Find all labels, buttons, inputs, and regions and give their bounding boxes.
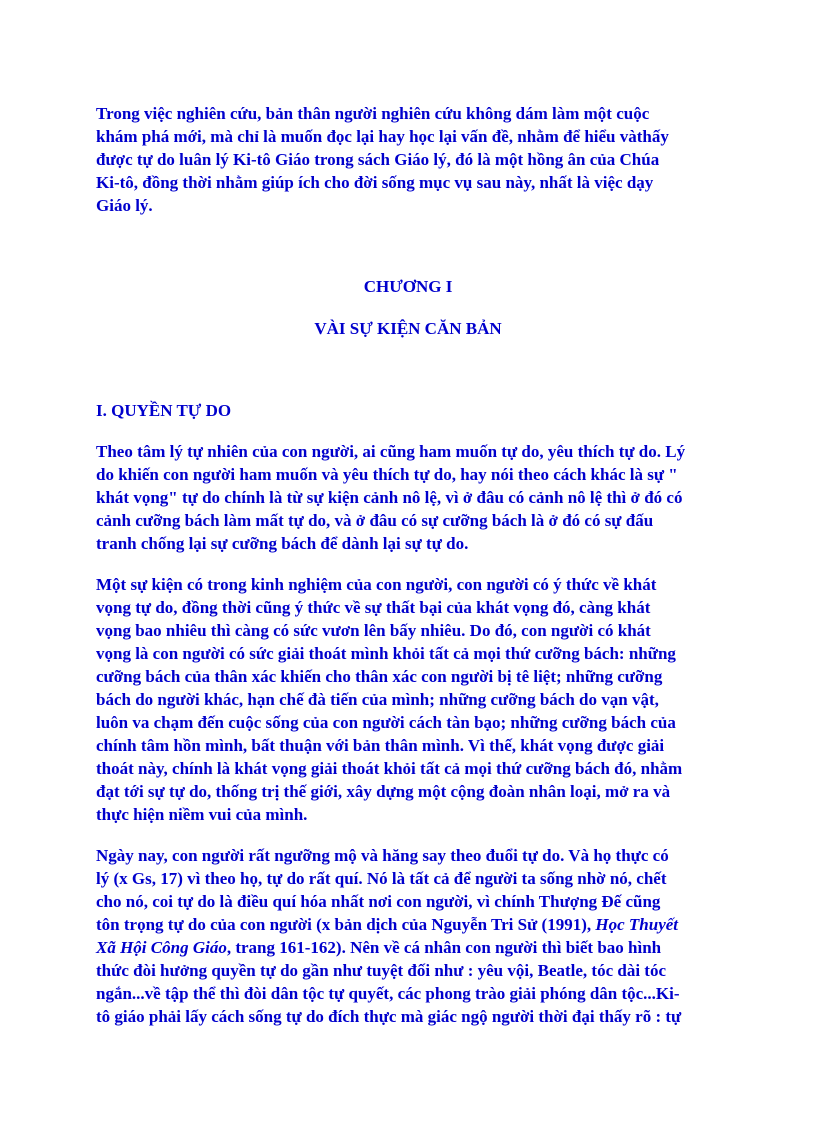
text-line: Theo tâm lý tự nhiên của con người, ai cũng ham muốn tự do, yêu thích tự do. Lý xyxy=(96,442,686,461)
text-line: tô giáo phải lấy cách sống tự do đích thực mà giác ngộ người thời đại thấy rõ : tự xyxy=(96,1007,682,1026)
text-line: Trong việc nghiên cứu, bản thân người nghiên cứu không dám làm một cuộc xyxy=(96,104,650,123)
paragraph-2 xyxy=(96,573,721,826)
text-line: thực hiện niềm vui của mình. xyxy=(96,805,308,824)
text-line: Ngày nay, con người rất ngưỡng mộ và hăng say theo đuổi tự do. Và họ thực có xyxy=(96,846,669,865)
text-line: được tự do luân lý Ki-tô Giáo trong sách Giáo lý, đó là một hồng ân của Chúa xyxy=(96,150,660,169)
paragraph-1 xyxy=(96,440,721,555)
text-line: bách do người khác, hạn chế đà tiến của mình; những cưỡng bách do vạn vật, xyxy=(96,690,659,709)
text-line: chính tâm hồn mình, bất thuận với bản thân mình. Vì thế, khát vọng được giải xyxy=(96,736,665,755)
text-line: vọng bao nhiêu thì càng có sức vươn lên bấy nhiêu. Do đó, con người có khát xyxy=(96,621,651,640)
chapter-title: CHƯƠNG I xyxy=(363,277,453,296)
text-line xyxy=(96,936,721,959)
paragraph-3 xyxy=(96,844,721,1028)
book-title-italic: Học Thuyết xyxy=(595,915,679,934)
book-title-italic: Xã Hội Công Giáo xyxy=(96,938,227,957)
text-line: thức đòi hưởng quyền tự do gần như tuyệt đối như : yêu vội, Beatle, tóc dài tóc xyxy=(96,961,667,980)
text-line: lý (x Gs, 17) vì theo họ, tự do rất quí. Nó là tất cả để người ta sống nhờ nó, chết xyxy=(96,869,667,888)
text-line: do khiến con người ham muốn và yêu thích tự do, hay nói theo cách khác là sự " xyxy=(96,465,678,484)
text-line: tranh chống lại sự cưỡng bách để dành lại sự tự do. xyxy=(96,534,469,553)
text-line: Giáo lý. xyxy=(96,196,153,215)
text-line: vọng là con người có sức giải thoát mình khỏi tất cả mọi thứ cưỡng bách: những xyxy=(96,644,676,663)
text-line xyxy=(96,913,721,936)
section-heading: I. QUYỀN TỰ DO xyxy=(96,401,232,420)
text-line: khám phá mới, mà chỉ là muốn đọc lại hay học lại vấn đề, nhằm để hiểu vàthấy xyxy=(96,127,669,146)
text-line: cho nó, coi tự do là điều quí hóa nhất nơi con người, vì chính Thượng Đế cũng xyxy=(96,892,661,911)
text-line: luôn va chạm đến cuộc sống của con người cách tàn bạo; những cưỡng bách của xyxy=(96,713,676,732)
text-span: , trang 161-162). Nên về cá nhân con người thì biết bao hình xyxy=(226,938,662,957)
text-line: đạt tới sự tự do, thống trị thế giới, xây dựng một cộng đoàn nhân loại, mở ra và xyxy=(96,782,671,801)
text-line: cảnh cưỡng bách làm mất tự do, và ở đâu có sự cưỡng bách là ở đó có sự đấu xyxy=(96,511,654,530)
text-line: khát vọng" tự do chính là từ sự kiện cảnh nô lệ, vì ở đâu có cảnh nô lệ thì ở đó có xyxy=(96,488,683,507)
text-line: vọng tự do, đồng thời cũng ý thức về sự thất bại của khát vọng đó, càng khát xyxy=(96,598,651,617)
text-line: ngắn...về tập thể thì đòi dân tộc tự quyết, các phong trào giải phóng dân tộc...Ki- xyxy=(96,984,680,1003)
text-line: Một sự kiện có trong kinh nghiệm của con người, con người có ý thức về khát xyxy=(96,575,657,594)
intro-paragraph xyxy=(96,102,721,217)
text-line: thoát này, chính là khát vọng giải thoát khỏi tất cả mọi thứ cưỡng bách đó, nhằm xyxy=(96,759,683,778)
text-line: cưỡng bách của thân xác khiến cho thân xác con người bị tê liệt; những cưỡng xyxy=(96,667,663,686)
text-line: Ki-tô, đồng thời nhằm giúp ích cho đời sống mục vụ sau này, nhất là việc dạy xyxy=(96,173,654,192)
chapter-subtitle: VÀI SỰ KIỆN CĂN BẢN xyxy=(314,319,502,338)
text-span: tôn trọng tự do của con người (x bản dịch của Nguyễn Tri Sử (1991), xyxy=(96,915,596,934)
